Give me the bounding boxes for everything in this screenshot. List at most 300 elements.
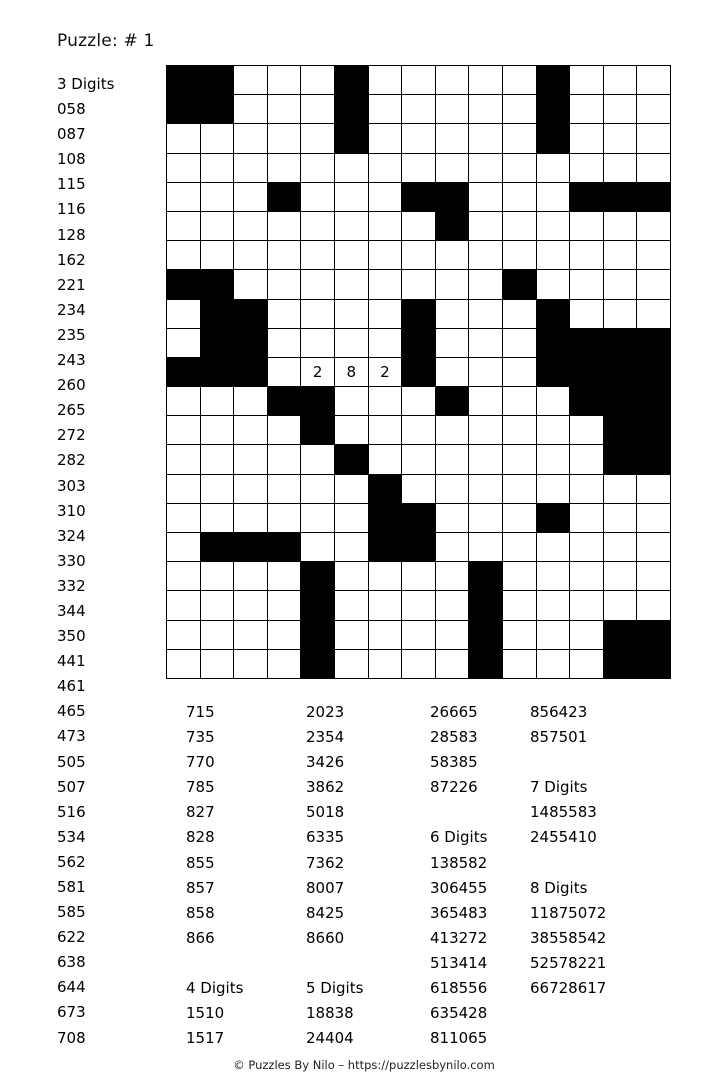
clue-item: 7362 — [306, 853, 345, 872]
grid-cell[interactable] — [368, 211, 402, 240]
grid-cell[interactable] — [200, 445, 234, 474]
grid-cell[interactable] — [301, 299, 335, 328]
grid-cell[interactable] — [603, 270, 637, 299]
grid-cell[interactable] — [536, 153, 570, 182]
clue-item: 6335 — [306, 828, 345, 847]
grid-cell[interactable] — [402, 416, 436, 445]
grid-cell[interactable] — [570, 211, 604, 240]
clue-item: 324 — [57, 526, 86, 545]
grid-cell[interactable] — [167, 182, 201, 211]
grid-cell-block — [402, 328, 436, 357]
clue-item: 473 — [57, 727, 86, 746]
grid-cell[interactable] — [301, 474, 335, 503]
grid-cell[interactable] — [435, 445, 469, 474]
grid-cell[interactable] — [637, 533, 671, 562]
grid-cell-block — [536, 503, 570, 532]
crossword-grid[interactable] — [166, 65, 671, 679]
grid-cell[interactable] — [502, 299, 536, 328]
grid-cell-block — [301, 562, 335, 591]
grid-cell[interactable] — [267, 445, 301, 474]
grid-cell[interactable] — [334, 649, 368, 678]
grid-cell[interactable] — [502, 503, 536, 532]
grid-cell[interactable] — [435, 95, 469, 124]
grid-cell[interactable] — [334, 328, 368, 357]
grid-cell[interactable] — [267, 211, 301, 240]
grid-cell[interactable] — [334, 211, 368, 240]
grid-cell[interactable] — [536, 182, 570, 211]
grid-cell[interactable] — [167, 562, 201, 591]
grid-cell[interactable] — [200, 124, 234, 153]
grid-cell[interactable] — [435, 124, 469, 153]
grid-cell[interactable] — [536, 620, 570, 649]
grid-cell[interactable] — [402, 211, 436, 240]
grid-cell[interactable] — [301, 270, 335, 299]
grid-cell[interactable] — [469, 387, 503, 416]
grid-cell[interactable] — [334, 387, 368, 416]
grid-cell[interactable] — [435, 503, 469, 532]
grid-cell[interactable] — [570, 66, 604, 95]
grid-cell-block — [570, 328, 604, 357]
grid-cell[interactable] — [334, 474, 368, 503]
grid-cell[interactable]: 8 — [334, 357, 368, 386]
clue-spacer — [430, 800, 530, 825]
grid-cell[interactable] — [234, 95, 268, 124]
clue-item: 513414 — [430, 953, 488, 972]
grid-cell[interactable] — [368, 445, 402, 474]
grid-cell[interactable] — [301, 445, 335, 474]
grid-cell[interactable] — [402, 66, 436, 95]
grid-cell[interactable] — [502, 474, 536, 503]
grid-cell[interactable] — [435, 357, 469, 386]
grid-cell-block — [200, 328, 234, 357]
grid-cell[interactable] — [167, 445, 201, 474]
grid-row — [167, 357, 671, 386]
clue-item: 350 — [57, 627, 86, 646]
grid-cell[interactable] — [469, 445, 503, 474]
grid-cell[interactable] — [469, 95, 503, 124]
grid-cell[interactable] — [570, 445, 604, 474]
grid-cell[interactable] — [570, 533, 604, 562]
grid-cell[interactable] — [167, 416, 201, 445]
grid-cell[interactable] — [234, 66, 268, 95]
grid-cell[interactable] — [502, 620, 536, 649]
grid-cell[interactable] — [603, 241, 637, 270]
grid-cell[interactable] — [334, 503, 368, 532]
grid-cell[interactable] — [502, 416, 536, 445]
grid-cell[interactable] — [469, 66, 503, 95]
grid-cell[interactable] — [637, 153, 671, 182]
grid-cell[interactable] — [603, 95, 637, 124]
grid-cell[interactable] — [570, 474, 604, 503]
grid-cell[interactable] — [435, 620, 469, 649]
grid-cell[interactable] — [536, 211, 570, 240]
grid-cell[interactable] — [267, 270, 301, 299]
grid-cell[interactable] — [167, 591, 201, 620]
grid-cell[interactable] — [502, 533, 536, 562]
grid-cell[interactable] — [267, 124, 301, 153]
clue-column-2 — [186, 700, 306, 1051]
clue-item: 811065 — [430, 1029, 488, 1048]
grid-cell-block — [267, 533, 301, 562]
grid-cell[interactable] — [200, 241, 234, 270]
grid-cell[interactable] — [435, 66, 469, 95]
grid-cell[interactable] — [637, 503, 671, 532]
grid-cell[interactable] — [502, 182, 536, 211]
grid-cell[interactable] — [637, 474, 671, 503]
grid-cell[interactable] — [334, 620, 368, 649]
grid-cell-block — [536, 124, 570, 153]
grid-cell[interactable] — [267, 649, 301, 678]
grid-cell[interactable] — [435, 562, 469, 591]
grid-cell-block — [301, 591, 335, 620]
clue-item: 87226 — [430, 778, 478, 797]
grid-cell[interactable] — [637, 270, 671, 299]
grid-cell[interactable] — [368, 124, 402, 153]
clue-item: 306455 — [430, 878, 488, 897]
grid-cell[interactable] — [570, 299, 604, 328]
grid-cell[interactable] — [334, 270, 368, 299]
grid-cell[interactable] — [200, 416, 234, 445]
grid-cell[interactable] — [200, 182, 234, 211]
grid-cell[interactable] — [435, 416, 469, 445]
grid-cell[interactable] — [200, 153, 234, 182]
grid-cell[interactable] — [234, 211, 268, 240]
grid-cell[interactable] — [234, 445, 268, 474]
grid-cell[interactable] — [267, 357, 301, 386]
grid-cell[interactable] — [536, 533, 570, 562]
clue-item: 365483 — [430, 903, 488, 922]
grid-cell[interactable] — [637, 95, 671, 124]
grid-cell[interactable] — [435, 241, 469, 270]
grid-cell[interactable] — [167, 503, 201, 532]
grid-cell[interactable] — [603, 211, 637, 240]
grid-cell[interactable] — [301, 182, 335, 211]
grid-cell[interactable] — [435, 533, 469, 562]
clue-spacer — [530, 750, 650, 775]
grid-cell[interactable] — [570, 124, 604, 153]
grid-cell[interactable] — [200, 591, 234, 620]
grid-cell[interactable] — [368, 299, 402, 328]
grid-cell[interactable] — [603, 533, 637, 562]
clue-item: 344 — [57, 601, 86, 620]
grid-cell[interactable] — [267, 66, 301, 95]
grid-cell[interactable] — [267, 153, 301, 182]
grid-cell[interactable] — [167, 241, 201, 270]
grid-cell[interactable] — [570, 620, 604, 649]
clue-item: 108 — [57, 150, 86, 169]
grid-cell[interactable] — [402, 620, 436, 649]
grid-cell[interactable] — [502, 66, 536, 95]
grid-cell[interactable] — [368, 153, 402, 182]
grid-cell[interactable] — [200, 387, 234, 416]
grid-cell[interactable] — [469, 211, 503, 240]
grid-cell[interactable] — [200, 503, 234, 532]
grid-cell[interactable] — [267, 416, 301, 445]
grid-cell[interactable] — [502, 124, 536, 153]
grid-cell[interactable] — [200, 211, 234, 240]
grid-cell-block — [570, 182, 604, 211]
grid-cell[interactable] — [603, 124, 637, 153]
grid-cell[interactable] — [334, 562, 368, 591]
grid-cell[interactable] — [402, 562, 436, 591]
grid-cell[interactable] — [435, 649, 469, 678]
clue-item: 855 — [186, 853, 215, 872]
grid-cell-block — [301, 649, 335, 678]
grid-cell[interactable] — [368, 66, 402, 95]
grid-cell[interactable] — [267, 503, 301, 532]
grid-cell[interactable] — [368, 591, 402, 620]
grid-cell[interactable] — [536, 387, 570, 416]
clue-item: 581 — [57, 878, 86, 896]
grid-cell[interactable] — [570, 591, 604, 620]
grid-cell[interactable] — [536, 270, 570, 299]
grid-cell[interactable] — [435, 270, 469, 299]
grid-cell[interactable] — [536, 416, 570, 445]
grid-cell[interactable] — [334, 182, 368, 211]
grid-cell[interactable] — [435, 591, 469, 620]
grid-cell[interactable] — [502, 562, 536, 591]
grid-cell[interactable] — [368, 328, 402, 357]
grid-cell[interactable] — [637, 562, 671, 591]
grid-cell[interactable] — [368, 562, 402, 591]
grid-cell-block — [469, 591, 503, 620]
clue-item: 116 — [57, 200, 86, 219]
grid-cell[interactable] — [267, 95, 301, 124]
grid-cell[interactable] — [167, 299, 201, 328]
grid-cell-block — [402, 533, 436, 562]
grid-cell[interactable] — [200, 649, 234, 678]
clue-item: 058 — [57, 100, 86, 119]
grid-cell[interactable] — [267, 474, 301, 503]
grid-cell[interactable] — [435, 153, 469, 182]
grid-cell[interactable] — [536, 241, 570, 270]
grid-cell[interactable] — [167, 153, 201, 182]
grid-cell[interactable] — [469, 270, 503, 299]
grid-cell[interactable] — [402, 95, 436, 124]
clue-item: 128 — [57, 225, 86, 244]
grid-cell[interactable] — [469, 299, 503, 328]
grid-cell[interactable] — [167, 649, 201, 678]
page-title: Puzzle: # 1 — [57, 31, 155, 51]
grid-cell[interactable] — [334, 299, 368, 328]
grid-cell[interactable] — [334, 416, 368, 445]
grid-cell[interactable] — [301, 211, 335, 240]
grid-cell[interactable] — [402, 445, 436, 474]
grid-cell[interactable] — [234, 241, 268, 270]
grid-cell[interactable] — [637, 299, 671, 328]
grid-cell-block — [469, 620, 503, 649]
grid-cell[interactable] — [267, 241, 301, 270]
grid-cell[interactable] — [267, 562, 301, 591]
grid-cell[interactable] — [167, 387, 201, 416]
grid-cell[interactable] — [402, 153, 436, 182]
grid-cell[interactable] — [234, 562, 268, 591]
grid-cell[interactable] — [469, 124, 503, 153]
grid-cell[interactable] — [469, 474, 503, 503]
grid-cell[interactable] — [368, 95, 402, 124]
grid-cell[interactable] — [234, 620, 268, 649]
grid-cell[interactable] — [334, 241, 368, 270]
grid-cell[interactable] — [570, 95, 604, 124]
grid-cell[interactable] — [603, 562, 637, 591]
grid-cell[interactable] — [200, 620, 234, 649]
grid-cell[interactable] — [469, 153, 503, 182]
grid-cell-block — [402, 503, 436, 532]
grid-cell[interactable] — [234, 153, 268, 182]
grid-cell[interactable] — [435, 328, 469, 357]
grid-cell[interactable] — [234, 124, 268, 153]
grid-cell[interactable] — [570, 270, 604, 299]
grid-cell[interactable] — [502, 95, 536, 124]
grid-cell[interactable] — [267, 591, 301, 620]
grid-cell[interactable] — [267, 620, 301, 649]
clue-item: 413272 — [430, 928, 488, 947]
clue-item: 1485583 — [530, 803, 597, 822]
clue-item: 260 — [57, 376, 86, 395]
grid-cell[interactable] — [402, 591, 436, 620]
grid-cell[interactable] — [570, 562, 604, 591]
grid-cell-block — [402, 182, 436, 211]
grid-cell[interactable] — [368, 270, 402, 299]
grid-cell[interactable] — [234, 387, 268, 416]
grid-cell[interactable] — [502, 649, 536, 678]
grid-cell[interactable] — [502, 387, 536, 416]
grid-cell[interactable] — [469, 241, 503, 270]
grid-cell[interactable] — [603, 591, 637, 620]
grid-cell[interactable]: 2 — [368, 357, 402, 386]
grid-cell[interactable] — [502, 591, 536, 620]
clue-item: 243 — [57, 351, 86, 370]
grid-cell[interactable] — [368, 387, 402, 416]
grid-cell[interactable] — [570, 153, 604, 182]
grid-cell[interactable] — [167, 124, 201, 153]
grid-cell[interactable] — [167, 474, 201, 503]
clue-item: 2455410 — [530, 828, 597, 847]
grid-cell[interactable] — [469, 357, 503, 386]
grid-cell[interactable] — [502, 241, 536, 270]
grid-cell[interactable] — [368, 241, 402, 270]
grid-cell[interactable] — [334, 153, 368, 182]
grid-cell[interactable] — [536, 474, 570, 503]
grid-cell[interactable] — [502, 153, 536, 182]
grid-cell[interactable] — [301, 95, 335, 124]
grid-cell[interactable] — [301, 241, 335, 270]
grid-cell[interactable] — [502, 357, 536, 386]
grid-cell[interactable] — [435, 299, 469, 328]
grid-cell[interactable] — [402, 474, 436, 503]
grid-cell[interactable] — [402, 649, 436, 678]
grid-cell[interactable] — [402, 270, 436, 299]
grid-cell[interactable] — [603, 474, 637, 503]
grid-cell[interactable] — [200, 474, 234, 503]
grid-cell[interactable] — [469, 533, 503, 562]
grid-cell[interactable] — [267, 328, 301, 357]
grid-cell[interactable] — [637, 241, 671, 270]
grid-cell[interactable] — [234, 591, 268, 620]
clue-item: 827 — [186, 803, 215, 822]
grid-cell[interactable] — [502, 211, 536, 240]
clue-item: 310 — [57, 501, 86, 520]
grid-cell-block — [200, 299, 234, 328]
grid-cell[interactable] — [301, 503, 335, 532]
grid-cell-block — [368, 533, 402, 562]
grid-cell[interactable] — [402, 241, 436, 270]
grid-cell[interactable] — [536, 649, 570, 678]
grid-cell[interactable] — [234, 474, 268, 503]
grid-cell[interactable] — [469, 328, 503, 357]
clue-item: 26665 — [430, 703, 478, 721]
grid-cell[interactable] — [536, 562, 570, 591]
grid-cell[interactable] — [334, 591, 368, 620]
grid-cell[interactable] — [637, 591, 671, 620]
grid-cell[interactable] — [167, 211, 201, 240]
grid-cell[interactable] — [469, 416, 503, 445]
grid-cell[interactable] — [368, 649, 402, 678]
grid-cell[interactable] — [570, 241, 604, 270]
grid-cell[interactable] — [536, 591, 570, 620]
grid-cell[interactable] — [334, 533, 368, 562]
grid-cell[interactable] — [200, 562, 234, 591]
grid-cell[interactable] — [301, 328, 335, 357]
grid-cell[interactable] — [167, 533, 201, 562]
grid-cell[interactable] — [234, 270, 268, 299]
grid-cell-block — [234, 357, 268, 386]
grid-cell[interactable] — [368, 620, 402, 649]
grid-cell[interactable] — [301, 66, 335, 95]
grid-cell-block — [536, 299, 570, 328]
grid-cell[interactable] — [637, 66, 671, 95]
grid-cell[interactable] — [234, 182, 268, 211]
grid-cell[interactable] — [402, 124, 436, 153]
grid-cell[interactable] — [570, 649, 604, 678]
grid-cell-block — [234, 533, 268, 562]
grid-cell[interactable] — [603, 299, 637, 328]
grid-cell[interactable] — [637, 211, 671, 240]
grid-cell[interactable] — [234, 503, 268, 532]
grid-cell[interactable] — [570, 503, 604, 532]
grid-cell[interactable]: 2 — [301, 357, 335, 386]
grid-cell-block — [200, 357, 234, 386]
grid-cell[interactable] — [234, 416, 268, 445]
grid-cell[interactable] — [570, 416, 604, 445]
grid-cell[interactable] — [637, 124, 671, 153]
clue-item: 857 — [186, 878, 215, 897]
grid-cell[interactable] — [167, 620, 201, 649]
grid-cell[interactable] — [368, 182, 402, 211]
grid-cell[interactable] — [301, 124, 335, 153]
grid-cell-block — [267, 182, 301, 211]
grid-cell[interactable] — [435, 474, 469, 503]
clue-column-3 — [306, 700, 430, 1051]
grid-cell[interactable] — [402, 387, 436, 416]
grid-cell[interactable] — [267, 299, 301, 328]
grid-cell[interactable] — [603, 503, 637, 532]
grid-cell[interactable] — [502, 328, 536, 357]
clue-item: 585 — [57, 903, 86, 922]
grid-row — [167, 620, 671, 649]
grid-cell[interactable] — [536, 445, 570, 474]
grid-cell[interactable] — [368, 416, 402, 445]
grid-cell[interactable] — [167, 328, 201, 357]
grid-cell[interactable] — [502, 445, 536, 474]
grid-cell[interactable] — [301, 153, 335, 182]
grid-cell[interactable] — [603, 153, 637, 182]
grid-cell[interactable] — [469, 503, 503, 532]
grid-cell[interactable] — [603, 66, 637, 95]
grid-cell[interactable] — [469, 182, 503, 211]
grid-cell[interactable] — [301, 533, 335, 562]
grid-cell[interactable] — [234, 649, 268, 678]
